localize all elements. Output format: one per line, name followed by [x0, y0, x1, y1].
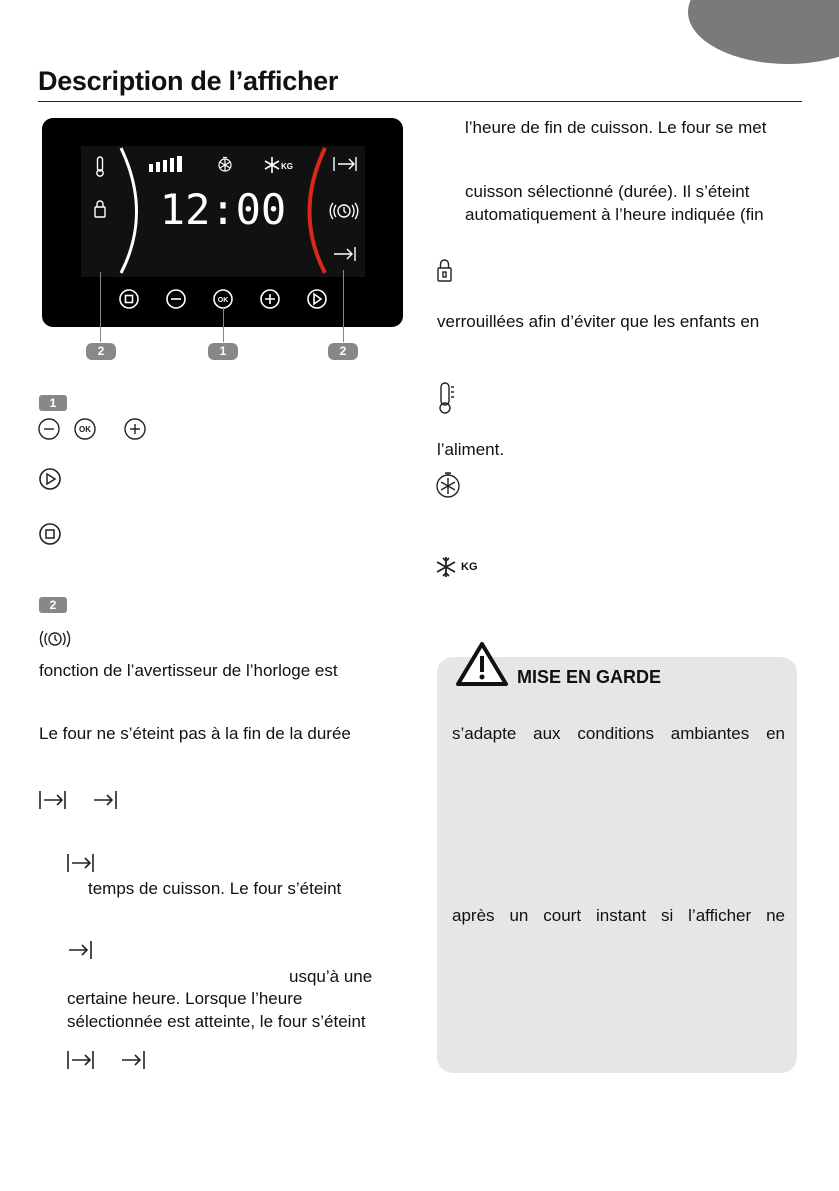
text-automatic-switch-off: automatiquement à l’heure indiquée (fin: [465, 205, 764, 224]
snowflake-icon-legend: [434, 555, 460, 581]
thermometer-icon-legend: [436, 381, 456, 415]
word: un: [509, 906, 529, 925]
text-selected-cooking: cuisson sélectionné (durée). Il s’éteint: [465, 182, 750, 201]
warning-title: MISE EN GARDE: [517, 667, 662, 687]
callout-line-right: [343, 270, 344, 342]
start-button[interactable]: [308, 290, 326, 308]
start-icon: [38, 467, 62, 491]
plus-icon: [125, 419, 145, 439]
word: instant: [595, 906, 647, 925]
text-end-time: l’heure de fin de cuisson. Le four se met: [465, 118, 767, 137]
display-graphic: [42, 118, 403, 327]
duration-end-time-icons: [38, 788, 122, 812]
stop-button[interactable]: [120, 290, 138, 308]
ok-button[interactable]: [214, 290, 232, 308]
end-time-icon-item: [66, 938, 98, 962]
warning-line-short-while: [452, 906, 785, 926]
duration-end-time-icons-combined: [66, 1048, 154, 1072]
kg-label-legend: KG: [461, 561, 478, 573]
text-until: usqu’à une: [289, 967, 373, 986]
callout-badge-right: 2: [328, 343, 358, 360]
minus-ok-plus-icons: [38, 417, 148, 441]
text-locked: verrouillées afin d’éviter que les enfants en: [437, 312, 760, 331]
word: aux: [533, 724, 561, 743]
stop-icon: [38, 522, 62, 546]
callout-badge-center: 1: [208, 343, 238, 360]
text-alarm-function: fonction de l’avertisseur de l’horloge est: [39, 661, 338, 680]
page-corner-tab: [688, 0, 839, 64]
word: ambiantes: [670, 724, 750, 743]
word: conditions: [577, 724, 654, 743]
alarm-icon-legend: [38, 627, 72, 651]
clock-readout: 12:00: [159, 185, 287, 234]
callout-badge-left: 2: [86, 343, 116, 360]
end-time-icon-legend: [94, 791, 116, 809]
section-1-badge: 1: [39, 395, 67, 411]
defrost-timer-icon-legend: [434, 470, 462, 500]
title-rule: [38, 101, 802, 102]
warning-box: [437, 657, 797, 1073]
duration-icon-legend: [40, 791, 65, 809]
ok-icon-label: OK: [79, 425, 91, 434]
text-selected-time-reached: sélectionnée est atteinte, le four s’éteint: [67, 1012, 366, 1031]
word: s’adapte: [452, 724, 517, 743]
text-duration-cooking-time: temps de cuisson. Le four s’éteint: [88, 879, 342, 898]
text-certain-time: certaine heure. Lorsque l’heure: [67, 989, 303, 1008]
word: en: [766, 724, 785, 743]
callout-line-left: [100, 272, 101, 342]
word: court: [543, 906, 582, 925]
word: après: [452, 906, 495, 925]
lock-icon-legend: [436, 258, 456, 284]
section-2-badge: 2: [39, 597, 67, 613]
callout-line-center: [223, 308, 224, 342]
text-food: l’aliment.: [437, 440, 505, 459]
plus-button[interactable]: [261, 290, 279, 308]
word: si: [660, 906, 674, 925]
minus-button[interactable]: [167, 290, 185, 308]
ok-button-label: OK: [217, 297, 229, 304]
minus-icon: [39, 419, 59, 439]
warning-line-ambient: [452, 724, 785, 744]
page-title: Description de l’afficher: [38, 66, 339, 96]
oven-display-panel: [42, 118, 403, 327]
duration-icon-item: [66, 851, 98, 875]
word: l’afficher: [688, 906, 752, 925]
ok-icon: [75, 419, 95, 439]
word: ne: [766, 906, 785, 925]
kg-label: KG: [281, 162, 293, 171]
warning-triangle-icon: [455, 641, 509, 687]
text-oven-does-not-switch-off: Le four ne s’éteint pas à la fin de la durée: [39, 724, 351, 743]
